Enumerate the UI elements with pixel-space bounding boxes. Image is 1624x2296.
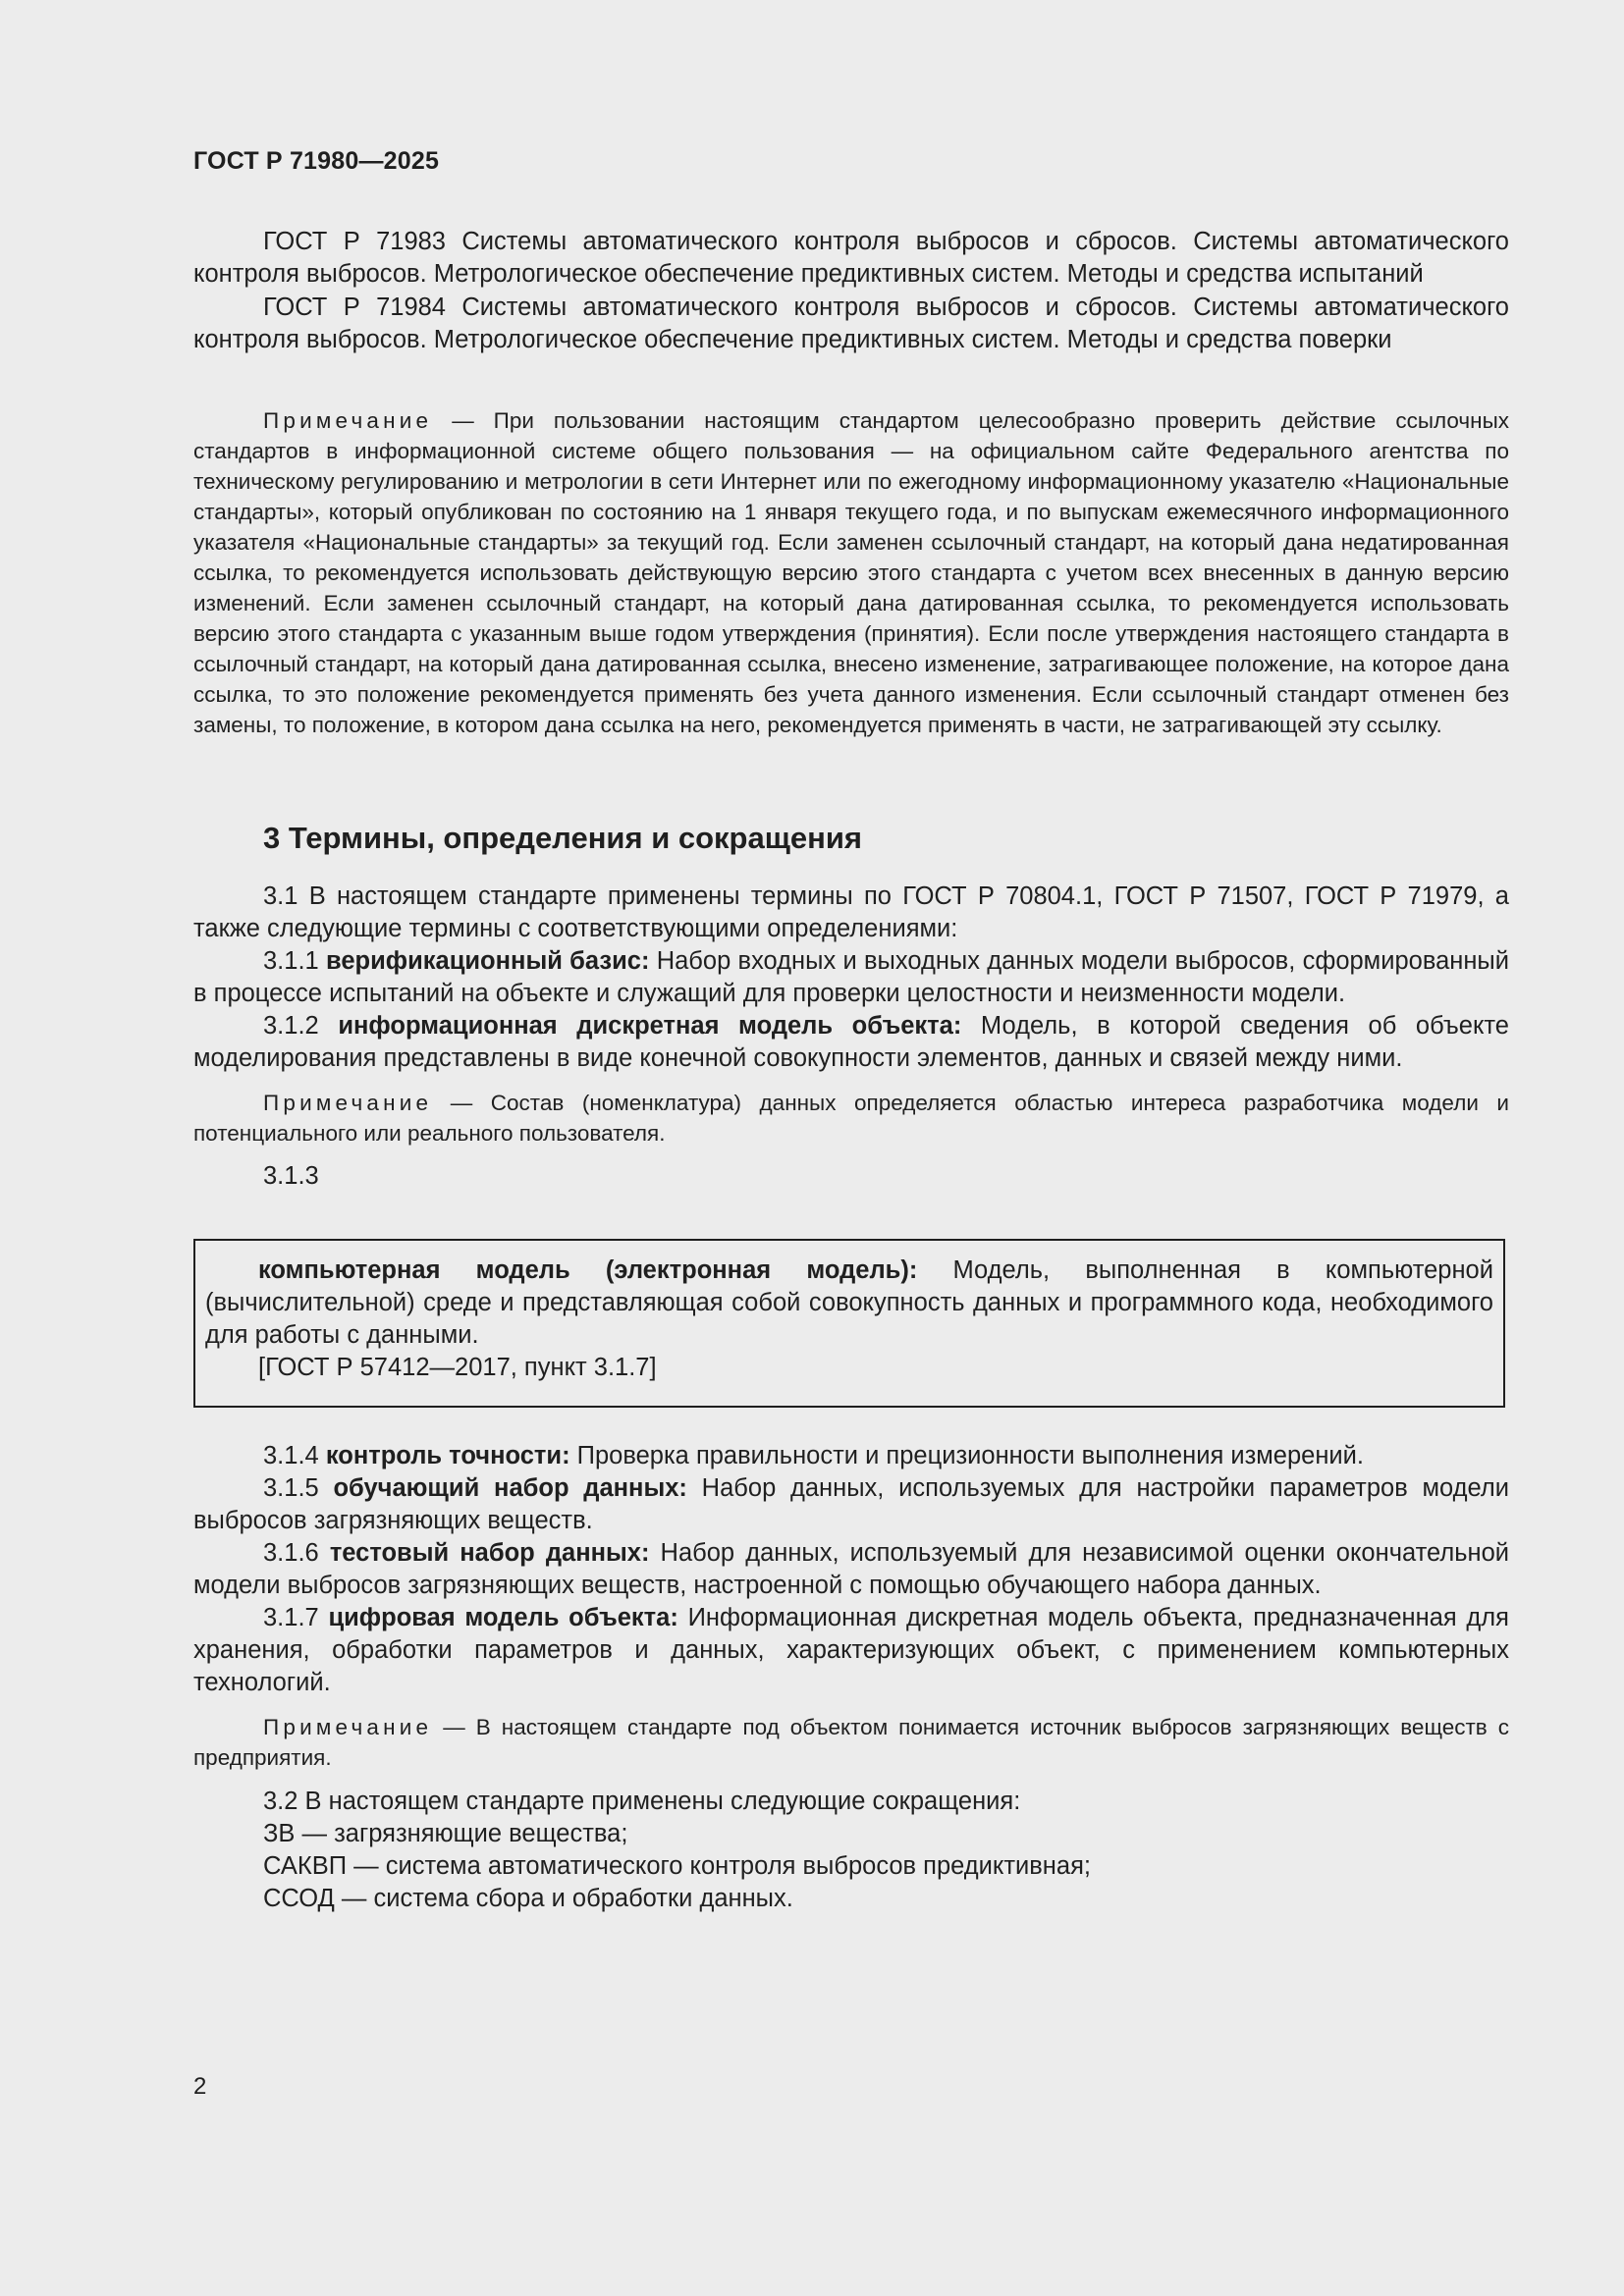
terms-block — [193, 881, 1509, 1193]
term-3-1-6: 3.1.6 тестовый набор данных: Набор данных, используемый для независимой оценки окончательной модели выбросов загрязняющих веществ, настроенной с помощью обучающего набора данных. — [193, 1539, 1509, 1599]
references-block — [193, 226, 1509, 356]
term-3-1-7: 3.1.7 цифровая модель объекта: Информационная дискретная модель объекта, предназначенная для хранения, обработки параметров и данных, характеризующих объект, с применением компьютерных технологий. — [193, 1604, 1509, 1696]
reference-item: ГОСТ Р 71984 Системы автоматического контроля выбросов и сбросов. Системы автоматического контроля выбросов. Метрологическое обеспечение предиктивных систем. Методы и средства поверки — [193, 294, 1509, 353]
term-3-1-1: 3.1.1 верификационный базис: Набор входных и выходных данных модели выбросов, сформированный в процессе испытаний на объекте и служащий для проверки целостности и неизменности модели. — [193, 947, 1509, 1007]
note-block — [193, 405, 1509, 740]
term-3-1-5: 3.1.5 обучающий набор данных: Набор данных, используемых для настройки параметров модели выбросов загрязняющих веществ. — [193, 1474, 1509, 1534]
terms-block-continued — [193, 1440, 1509, 1915]
section-title: 3 Термины, определения и сокращения — [263, 821, 862, 855]
term-3-1-3: компьютерная модель (электронная модель): Модель, выполненная в компьютерной (вычислительной) среде и представляющая собой совокупность данных и программного кода, необходимого для работы с данными. — [205, 1256, 1493, 1349]
note-text: — При пользовании настоящим стандартом целесообразно проверить действие ссылочных стандартов в информационной системе общего пользования — на официальном сайте Федерального агентства по техническому регулированию и метрологии в сети Интернет или по ежегодному информационному указателю «Национальные стандарты», который опубликован по состоянию на 1 января текущего года, и по выпускам ежемесячного информационного указателя «Национальные стандарты» за текущий год. Если заменен ссылочный стандарт, на который дана недатированная ссылка, то рекомендуется использовать действующую версию этого стандарта с учетом всех внесенных в данную версию изменений. Если заменен ссылочный стандарт, на который дана датированная ссылка, то рекомендуется использовать версию этого стандарта с указанным выше годом утверждения (принятия). Если после утверждения настоящего стандарта в ссылочный стандарт, на который дана датированная ссылка, внесено изменение, затрагивающее положение, на которое дана ссылка, то это положение рекомендуется применять без учета данного изменения. Если ссылочный стандарт отменен без замены, то положение, в котором дана ссылка на него, рекомендуется применять в части, не затрагивающей эту ссылку. — [193, 408, 1509, 737]
term-3-1-3-number: 3.1.3 — [263, 1162, 319, 1190]
term-source: [ГОСТ Р 57412—2017, пункт 3.1.7] — [258, 1354, 657, 1381]
abbreviation-item: САКВП — система автоматического контроля выбросов предиктивная; — [263, 1852, 1091, 1880]
note-label: Примечание — [263, 1715, 433, 1739]
note-text: — Состав (номенклатура) данных определяется областью интереса разработчика модели и потенциального или реального пользователя. — [193, 1091, 1509, 1146]
document-header: ГОСТ Р 71980—2025 — [193, 147, 440, 175]
term-3-1-2: 3.1.2 информационная дискретная модель объекта: Модель, в которой сведения об объекте моделирования представлены в виде конечной совокупности элементов, данных и связей между ними. — [193, 1012, 1509, 1072]
note-paragraph — [193, 1088, 1509, 1148]
term-title: тестовый набор данных: — [329, 1539, 650, 1567]
paragraph-3-2: 3.2 В настоящем стандарте применены следующие сокращения: — [263, 1788, 1021, 1815]
paragraph-3-1: 3.1 В настоящем стандарте применены термины по ГОСТ Р 70804.1, ГОСТ Р 71507, ГОСТ Р 71979, а также следующие термины с соответствующими определениями: — [193, 882, 1509, 942]
term-title: информационная дискретная модель объекта: — [338, 1012, 962, 1040]
note-paragraph — [193, 405, 1509, 740]
quoted-term-box — [193, 1239, 1505, 1408]
term-title: цифровая модель объекта: — [328, 1604, 678, 1631]
term-title: обучающий набор данных: — [333, 1474, 687, 1502]
abbreviation-item: ССОД — система сбора и обработки данных. — [263, 1885, 793, 1912]
term-title: верификационный базис: — [326, 947, 650, 975]
reference-item: ГОСТ Р 71983 Системы автоматического контроля выбросов и сбросов. Системы автоматического контроля выбросов. Метрологическое обеспечение предиктивных систем. Методы и средства испытаний — [193, 228, 1509, 288]
note-label: Примечание — [263, 1091, 433, 1115]
page-number: 2 — [193, 2073, 207, 2100]
note-text: — В настоящем стандарте под объектом понимается источник выбросов загрязняющих веществ с предприятия. — [193, 1715, 1509, 1770]
term-title: компьютерная модель (электронная модель): — [258, 1256, 918, 1284]
note-label: Примечание — [263, 408, 433, 433]
term-title: контроль точности: — [325, 1442, 570, 1469]
abbreviation-item: ЗВ — загрязняющие вещества; — [263, 1820, 628, 1847]
note-paragraph — [193, 1712, 1509, 1773]
term-3-1-4: 3.1.4 контроль точности: Проверка правильности и прецизионности выполнения измерений. — [263, 1442, 1365, 1469]
